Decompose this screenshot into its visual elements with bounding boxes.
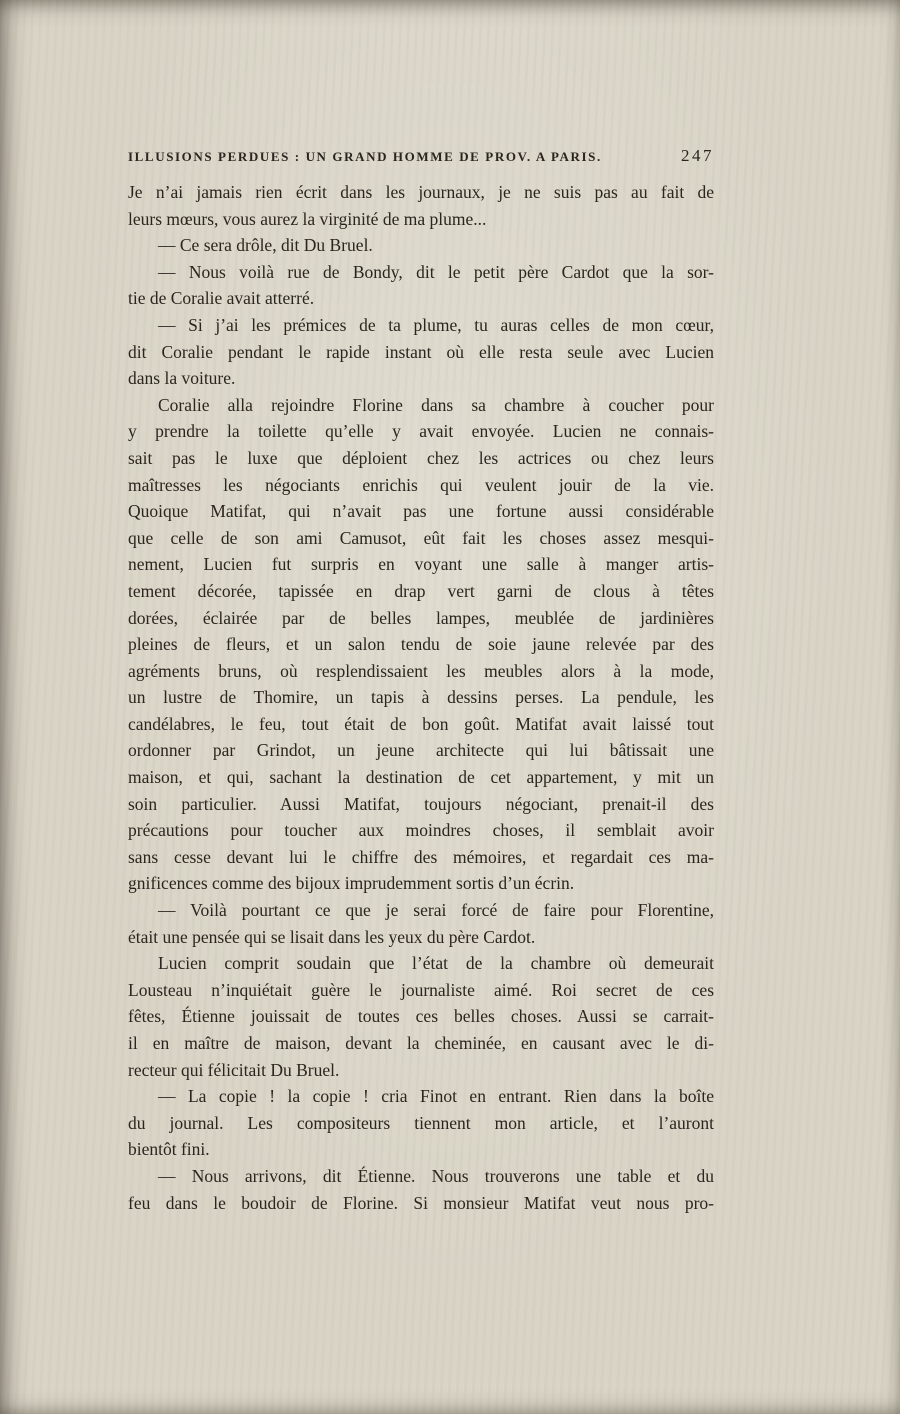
text-line: Lucien comprit soudain que l’état de la chambre où demeurait bbox=[158, 953, 714, 974]
text-line: ordonner par Grindot, un jeune architecte qui lui bâtissait une bbox=[128, 740, 714, 761]
text-line: leurs mœurs, vous aurez la virginité de ma plume... bbox=[128, 208, 487, 229]
running-header-title: ILLUSIONS PERDUES : UN GRAND HOMME DE PROV. A PARIS. bbox=[128, 149, 602, 164]
text-line: pleines de fleurs, et un salon tendu de soie jaune relevée par des bbox=[128, 634, 714, 655]
paragraph bbox=[128, 897, 714, 950]
text-line: du journal. Les compositeurs tiennent mon article, et l’auront bbox=[128, 1112, 714, 1133]
page-content bbox=[128, 146, 714, 1216]
text-line: — Nous arrivons, dit Étienne. Nous trouverons une table et du bbox=[158, 1165, 714, 1186]
text-line: Quoique Matifat, qui n’avait pas une fortune aussi considérable bbox=[128, 501, 714, 522]
text-line: candélabres, le feu, tout était de bon goût. Matifat avait laissé tout bbox=[128, 713, 714, 734]
text-line: dans la voiture. bbox=[128, 368, 236, 389]
text-line: sans cesse devant lui le chiffre des mémoires, et regardait ces ma- bbox=[128, 846, 714, 867]
page-number: 247 bbox=[681, 146, 714, 165]
paragraph bbox=[128, 392, 714, 897]
text-line: — Nous voilà rue de Bondy, dit le petit père Cardot que la sor- bbox=[158, 261, 714, 282]
text-line: Coralie alla rejoindre Florine dans sa chambre à coucher pour bbox=[158, 394, 714, 415]
text-line: — La copie ! la copie ! cria Finot en entrant. Rien dans la boîte bbox=[158, 1086, 714, 1107]
text-line: bientôt fini. bbox=[128, 1139, 210, 1160]
text-line: tement décorée, tapissée en drap vert garni de clous à têtes bbox=[128, 580, 714, 601]
text-line: fêtes, Étienne jouissait de toutes ces belles choses. Aussi se carrait- bbox=[128, 1006, 714, 1027]
text-line: agréments bruns, où resplendissaient les meubles alors à la mode, bbox=[128, 660, 714, 681]
text-line: il en maître de maison, devant la cheminée, en causant avec le di- bbox=[128, 1033, 714, 1053]
text-line: maîtresses les négociants enrichis qui veulent jouir de la vie. bbox=[128, 474, 714, 495]
text-line: — Voilà pourtant ce que je serai forcé de faire pour Florentine, bbox=[158, 900, 714, 921]
paragraph bbox=[128, 179, 714, 232]
text-line: recteur qui félicitait Du Bruel. bbox=[128, 1059, 340, 1080]
text-line: — Ce sera drôle, dit Du Bruel. bbox=[158, 235, 373, 256]
text-line: Je n’ai jamais rien écrit dans les journaux, je ne suis pas au fait de bbox=[128, 182, 714, 202]
text-line: Lousteau n’inquiétait guère le journaliste aimé. Roi secret de ces bbox=[128, 979, 714, 1000]
text-line: précautions pour toucher aux moindres choses, il semblait avoir bbox=[128, 820, 714, 841]
paragraph bbox=[128, 1163, 714, 1216]
text-line: sait pas le luxe que déploient chez les actrices ou chez leurs bbox=[128, 447, 714, 468]
running-header bbox=[128, 146, 714, 166]
page-text bbox=[128, 179, 714, 1216]
text-line: maison, et qui, sachant la destination de cet appartement, y mit un bbox=[128, 767, 714, 788]
text-line: y prendre la toilette qu’elle y avait envoyée. Lucien ne connais- bbox=[128, 421, 714, 442]
text-line: dit Coralie pendant le rapide instant où elle resta seule avec Lucien bbox=[128, 341, 714, 362]
text-line: dorées, éclairée par de belles lampes, meublée de jardinières bbox=[128, 607, 714, 628]
text-line: soin particulier. Aussi Matifat, toujours négociant, prenait-il des bbox=[128, 793, 714, 814]
paragraph bbox=[128, 950, 714, 1083]
text-line: nement, Lucien fut surpris en voyant une salle à manger artis- bbox=[128, 554, 714, 575]
text-line: gnificences comme des bijoux imprudemment sortis d’un écrin. bbox=[128, 873, 575, 894]
text-line: tie de Coralie avait atterré. bbox=[128, 288, 315, 309]
text-line: que celle de son ami Camusot, eût fait les choses assez mesqui- bbox=[128, 527, 714, 548]
text-line: feu dans le boudoir de Florine. Si monsieur Matifat veut nous pro- bbox=[128, 1192, 714, 1213]
text-line: était une pensée qui se lisait dans les yeux du père Cardot. bbox=[128, 926, 536, 947]
text-line: — Si j’ai les prémices de ta plume, tu auras celles de mon cœur, bbox=[158, 314, 714, 335]
paragraph bbox=[128, 1083, 714, 1163]
paragraph bbox=[128, 312, 714, 392]
paragraph bbox=[128, 232, 714, 259]
text-line: un lustre de Thomire, un tapis à dessins perses. La pendule, les bbox=[128, 687, 714, 708]
paragraph bbox=[128, 259, 714, 312]
